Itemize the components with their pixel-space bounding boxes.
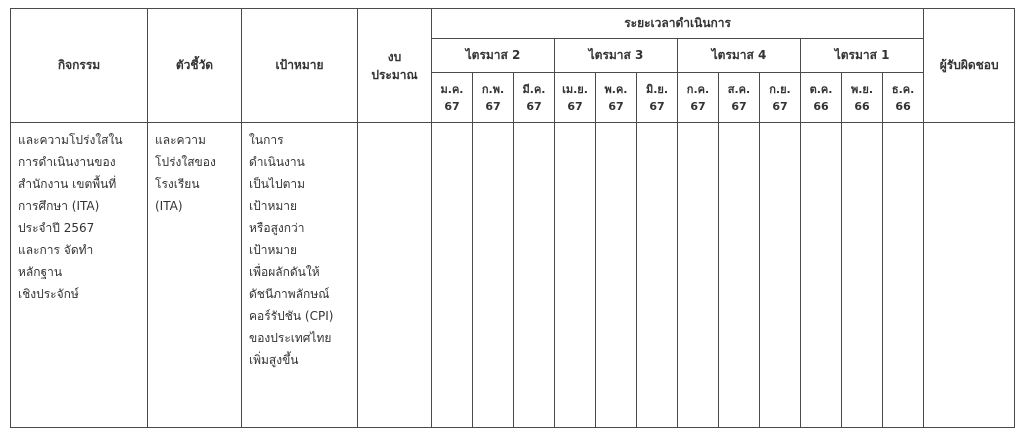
target-line: ดัชนีภาพลักษณ์: [249, 287, 330, 301]
header-responsible: ผู้รับผิดชอบ: [924, 9, 1015, 123]
indicator-line: (ITA): [155, 199, 183, 213]
indicator-line: โรงเรียน: [155, 177, 200, 191]
month-header: เม.ย. 67: [555, 73, 596, 123]
target-line: เป้าหมาย: [249, 243, 298, 257]
month-header: พ.ย. 66: [842, 73, 883, 123]
month-cell: [801, 123, 842, 428]
activity-line: การศึกษา (ITA): [18, 199, 100, 213]
responsible-cell: [924, 123, 1015, 428]
target-cell: [242, 123, 358, 428]
activity-line: และความโปร่งใสใน: [18, 133, 123, 147]
target-line: คอร์รัปชัน (CPI): [249, 309, 334, 323]
quarter-header: ไตรมาส 1: [801, 39, 924, 73]
activity-line: เชิงประจักษ์: [18, 287, 79, 301]
target-line: เพิ่มสูงขึ้น: [249, 353, 299, 367]
month-header: ต.ค. 66: [801, 73, 842, 123]
month-cell: [432, 123, 473, 428]
month-cell: [760, 123, 801, 428]
month-header: มิ.ย. 67: [637, 73, 678, 123]
month-header: ก.ค. 67: [678, 73, 719, 123]
month-cell: [473, 123, 514, 428]
month-cell: [678, 123, 719, 428]
month-cell: [637, 123, 678, 428]
month-cell: [596, 123, 637, 428]
target-line: ในการ: [249, 133, 284, 147]
month-header: ก.ย. 67: [760, 73, 801, 123]
month-header: ม.ค. 67: [432, 73, 473, 123]
header-budget-line2: ประมาณ: [371, 67, 418, 82]
header-budget-line1: งบ: [387, 49, 402, 64]
target-line: เพื่อผลักดันให้: [249, 265, 320, 279]
header-activity: กิจกรรม: [11, 9, 148, 123]
header-target: เป้าหมาย: [242, 9, 358, 123]
target-line: ของประเทศไทย: [249, 331, 332, 345]
month-header: ก.พ. 67: [473, 73, 514, 123]
quarter-header: ไตรมาส 2: [432, 39, 555, 73]
target-line: หรือสูงกว่า: [249, 221, 305, 235]
month-header: ส.ค. 67: [719, 73, 760, 123]
month-cell: [514, 123, 555, 428]
month-cell: [842, 123, 883, 428]
plan-table: [10, 8, 1015, 428]
month-header: มี.ค. 67: [514, 73, 555, 123]
month-cell: [719, 123, 760, 428]
budget-cell: [358, 123, 432, 428]
month-cell: [555, 123, 596, 428]
header-indicator: ตัวชี้วัด: [148, 9, 242, 123]
quarter-header: ไตรมาส 3: [555, 39, 678, 73]
activity-line: หลักฐาน: [18, 265, 63, 279]
indicator-cell: [148, 123, 242, 428]
activity-line: การดำเนินงานของ: [18, 155, 116, 169]
month-cell: [883, 123, 924, 428]
target-line: ดำเนินงาน: [249, 155, 305, 169]
indicator-line: และความ: [155, 133, 206, 147]
header-budget: [358, 9, 432, 123]
month-header: ธ.ค. 66: [883, 73, 924, 123]
table-row: [11, 123, 1015, 428]
indicator-line: โปร่งใสของ: [155, 155, 216, 169]
target-line: เป็นไปตาม: [249, 177, 306, 191]
quarter-header: ไตรมาส 4: [678, 39, 801, 73]
activity-line: และการ จัดทำ: [18, 243, 94, 257]
activity-line: สำนักงาน เขตพื้นที่: [18, 177, 117, 191]
activity-cell: [11, 123, 148, 428]
activity-line: ประจำปี 2567: [18, 221, 95, 235]
target-line: เป้าหมาย: [249, 199, 298, 213]
header-period: ระยะเวลาดำเนินการ: [432, 9, 924, 39]
month-header: พ.ค. 67: [596, 73, 637, 123]
